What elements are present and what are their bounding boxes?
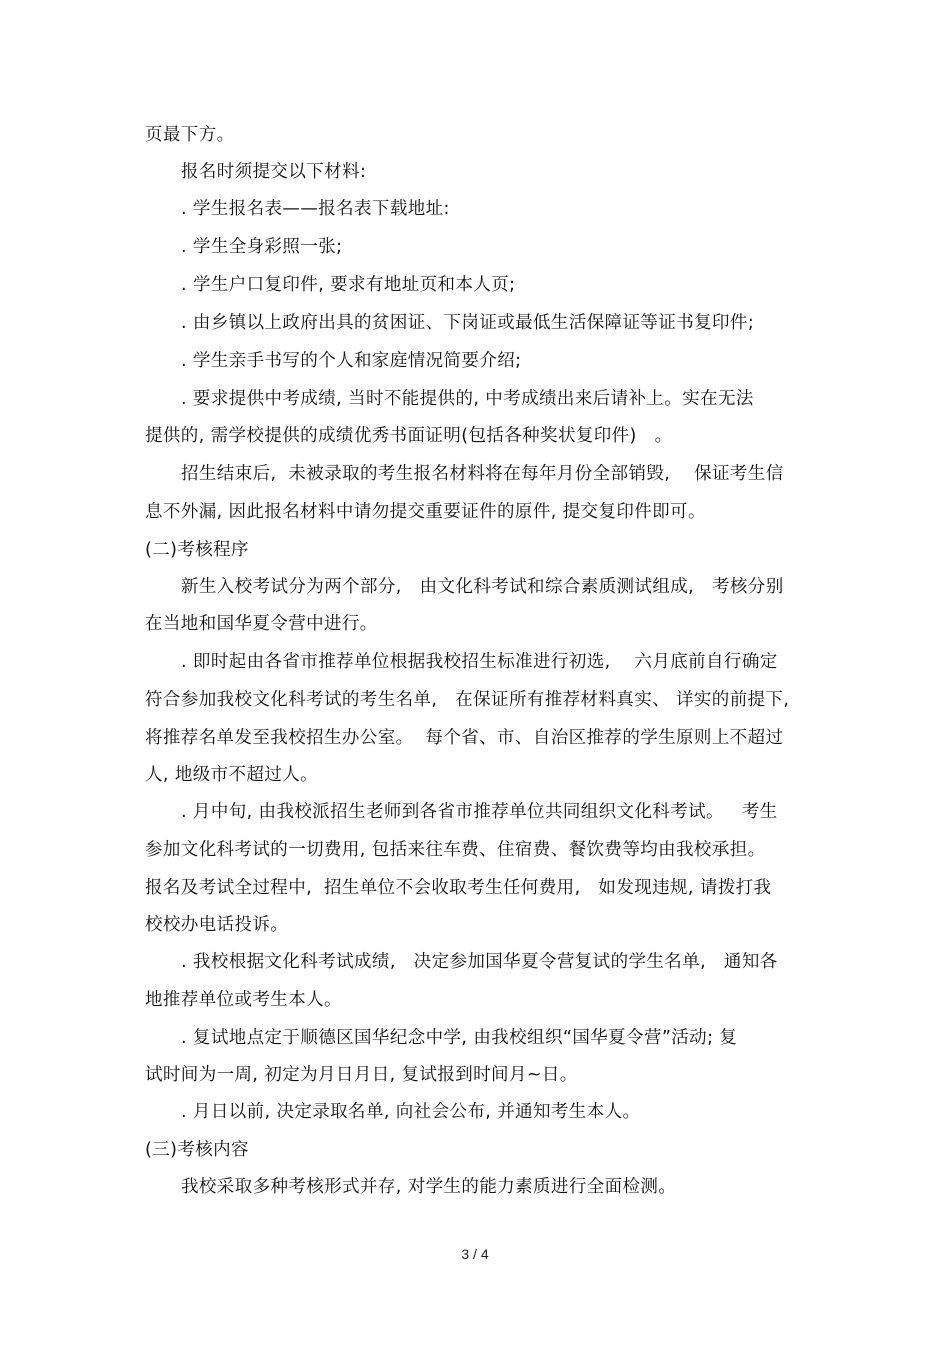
list-item: . 复试地点定于顺德区国华纪念中学, 由我校组织“国华夏令营”活动; 复 — [181, 1028, 738, 1048]
text-line: 地推荐单位或考生本人。 — [145, 990, 342, 1010]
text-line: 报名及考试全过程中, 招生单位不会收取考生任何费用, 如发现违规, 请拨打我 — [145, 878, 772, 898]
text-line: 页最下方。 — [145, 125, 235, 145]
list-item: . 学生亲手书写的个人和家庭情况简要介绍; — [181, 351, 522, 371]
text-line: 在当地和国华夏令营中进行。 — [145, 614, 378, 634]
text-line: 试时间为一周, 初定为月日月日, 复试报到时间月~日。 — [145, 1065, 578, 1085]
text-line: 提供的, 需学校提供的成绩优秀书面证明(包括各种奖状复印件) 。 — [145, 426, 673, 446]
list-item: . 月日以前, 决定录取名单, 向社会公布, 并通知考生本人。 — [181, 1102, 641, 1122]
page-number: 3 / 4 — [461, 1246, 489, 1262]
text-line: 我校采取多种考核形式并存, 对学生的能力素质进行全面检测。 — [181, 1177, 677, 1197]
list-item: . 即时起由各省市推荐单位根据我校招生标准进行初选, 六月底前自行确定 — [181, 652, 778, 672]
list-item: . 要求提供中考成绩, 当时不能提供的, 中考成绩出来后请补上。实在无法 — [181, 389, 754, 409]
text-line: 将推荐名单发至我校招生办公室。 每个省、市、自治区推荐的学生原则上不超过 — [145, 728, 784, 748]
list-item: . 学生报名表——报名表下载地址: — [181, 199, 450, 219]
text-line: 校校办电话投诉。 — [145, 915, 289, 935]
text-line: 息不外漏, 因此报名材料中请勿提交重要证件的原件, 提交复印件即可。 — [145, 502, 706, 522]
list-item: . 学生全身彩照一张; — [181, 237, 343, 257]
section-heading: (三)考核内容 — [145, 1140, 249, 1160]
list-item: . 我校根据文化科考试成绩, 决定参加国华夏令营复试的学生名单, 通知各 — [181, 952, 778, 972]
text-line: 人, 地级市不超过人。 — [145, 765, 319, 785]
section-heading: (二)考核程序 — [145, 540, 249, 560]
text-line: 招生结束后, 未被录取的考生报名材料将在每年月份全部销毁, 保证考生信 — [181, 464, 784, 484]
list-item: . 月中旬, 由我校派招生老师到各省市推荐单位共同组织文化科考试。 考生 — [181, 802, 778, 822]
list-item: . 由乡镇以上政府出具的贫困证、下岗证或最低生活保障证等证书复印件; — [181, 313, 755, 333]
text-line: 报名时须提交以下材料: — [181, 162, 367, 182]
text-line: 符合参加我校文化科考试的考生名单, 在保证所有推荐材料真实、 详实的前提下, — [145, 690, 790, 710]
text-line: 参加文化科考试的一切费用, 包括来往车费、住宿费、餐饮费等均由我校承担。 — [145, 840, 766, 860]
list-item: . 学生户口复印件, 要求有地址页和本人页; — [181, 275, 516, 295]
text-line: 新生入校考试分为两个部分, 由文化科考试和综合素质测试组成, 考核分别 — [181, 577, 784, 597]
